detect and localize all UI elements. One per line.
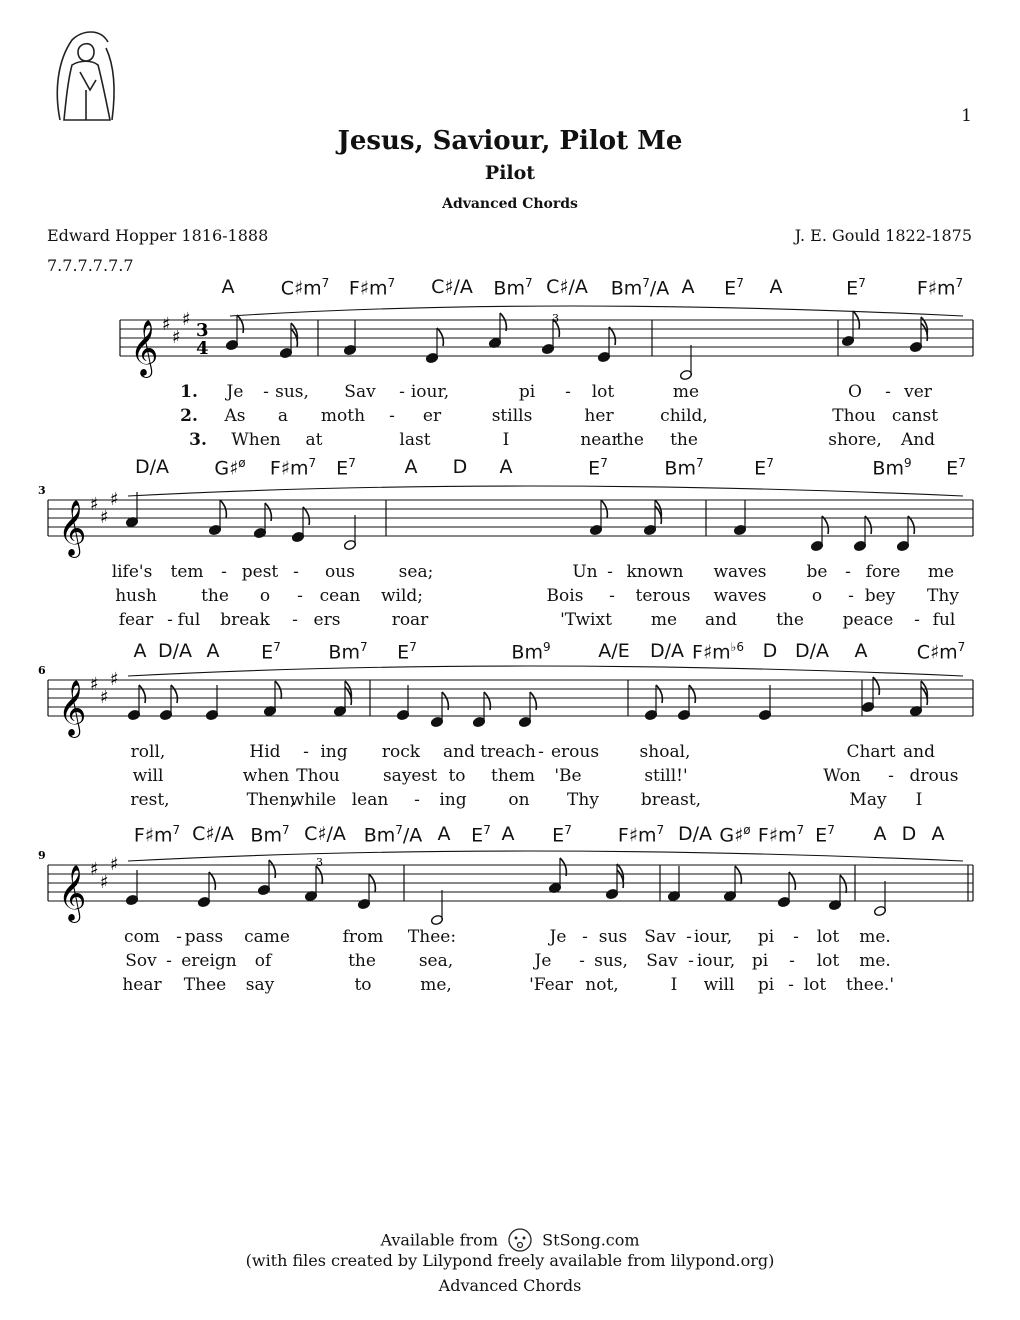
chord-symbol: $E^7$ (336, 456, 356, 480)
lyric-syllable: hear (122, 975, 162, 995)
footer-edition: Advanced Chords (438, 1276, 582, 1295)
lyric-syllable: - (297, 586, 303, 606)
sharp-icon: ♯ (100, 872, 109, 893)
lyric-syllable: O (848, 382, 862, 402)
lyric-syllable: the (201, 586, 229, 606)
chord-symbol: D/A (134, 456, 170, 478)
chord-symbol: C♯/A (192, 823, 234, 845)
lyric-syllable: me. (859, 951, 891, 971)
lyric-syllable: - (176, 927, 182, 947)
lyric-syllable: lot (816, 927, 840, 947)
chord-symbol: $F♯m^{♭6}$ (692, 640, 744, 664)
lyric-syllable: and (903, 742, 935, 762)
lyric-syllable: the (776, 610, 804, 630)
lyric-syllable: pi (757, 927, 775, 947)
lyric-syllable: - (789, 951, 795, 971)
lyric-syllable: at (305, 430, 323, 450)
note (548, 858, 566, 894)
sharp-icon: ♯ (110, 489, 119, 510)
note (425, 328, 443, 364)
lyricist: Edward Hopper 1816-1888 (47, 226, 269, 245)
lyric-syllable: terous (635, 586, 691, 606)
lyric-syllable: - (292, 610, 298, 630)
note (127, 685, 145, 721)
lyric-syllable: fore (865, 562, 901, 582)
lyric-syllable: last (399, 430, 431, 450)
note (597, 327, 615, 363)
lyric-syllable: ing (320, 742, 348, 762)
chord-symbol: $E^7$ (946, 456, 966, 480)
lyric-syllable: not, (585, 975, 619, 995)
lyric-syllable: came (244, 927, 290, 947)
page-number: 1 (961, 106, 972, 126)
note (896, 516, 914, 552)
lyric-syllable: lot (816, 951, 840, 971)
chord-symbol: D/A (157, 640, 193, 662)
lyric-syllable: the (670, 430, 698, 450)
lyric-syllable: shore, (828, 430, 882, 450)
lyric-syllable: hush (115, 586, 157, 606)
note (291, 507, 309, 543)
chord-symbol: $F♯m^7$ (133, 823, 181, 847)
note (488, 313, 506, 349)
sharp-icon: ♯ (90, 674, 99, 695)
note (644, 685, 662, 721)
chord-symbol: A (206, 640, 220, 662)
lyric-syllable: Hid (249, 742, 281, 762)
note (279, 323, 297, 359)
lyric-syllable: Won (823, 766, 861, 786)
lyric-syllable: shoal, (639, 742, 691, 762)
lyric-syllable: And (900, 430, 936, 450)
lyric-syllable: near (580, 430, 620, 450)
note (253, 503, 271, 539)
lyric-syllable: Thee: (407, 927, 457, 947)
tuplet-label: 3 (552, 312, 559, 325)
lyric-syllable: Sav (646, 951, 678, 971)
lyric-syllable: - (263, 382, 269, 402)
lyric-syllable: from (342, 927, 384, 947)
sharp-icon: ♯ (110, 854, 119, 875)
note (430, 692, 448, 728)
arrangement-label: Advanced Chords (442, 196, 578, 212)
lyric-syllable: life's (111, 562, 153, 582)
lyric-syllable: roll, (130, 742, 166, 762)
lyric-syllable: - (688, 951, 694, 971)
lyric-syllable: known (626, 562, 684, 582)
chord-symbol: $E^7$ (397, 640, 417, 664)
lyric-syllable: iour, (693, 927, 733, 947)
lyric-syllable: Thy (927, 586, 959, 606)
note (605, 864, 623, 900)
lyric-syllable: Je (549, 927, 567, 947)
lyric-syllable: lot (591, 382, 615, 402)
chord-symbol: $F♯m^7$ (269, 456, 317, 480)
treble-clef-icon: 𝄞 (130, 320, 159, 376)
chord-symbol: Bm$^7$ (250, 823, 290, 847)
lyric-syllable: to (448, 766, 466, 786)
lyric-syllable: moth (320, 406, 366, 426)
lyric-syllable: - (845, 562, 851, 582)
staff-system (38, 664, 973, 738)
chord-symbol: A (769, 276, 783, 298)
lyric-syllable: - (607, 562, 613, 582)
lyric-syllable: - (293, 562, 299, 582)
phrase-slur (128, 851, 963, 861)
lyric-syllable: sea, (418, 951, 454, 971)
note (873, 881, 886, 917)
chord-symbol: A (873, 823, 887, 845)
lyric-syllable: - (686, 927, 692, 947)
lyric-syllable: ous (325, 562, 355, 582)
lyric-syllable: peace (842, 610, 894, 630)
lyric-syllable: Sav (644, 927, 676, 947)
lyric-syllable: pi (751, 951, 769, 971)
note (159, 685, 177, 721)
note (777, 872, 795, 908)
lyric-syllable: a (277, 406, 289, 426)
chord-symbol: D/A (677, 823, 713, 845)
lyric-syllable: - (166, 951, 172, 971)
note (909, 681, 927, 717)
lyric-syllable: waves (713, 586, 767, 606)
lyric-syllable: Bois (546, 586, 584, 606)
sharp-icon: ♯ (100, 687, 109, 708)
chord-symbol: A (437, 823, 451, 845)
lyric-syllable: me, (420, 975, 452, 995)
lyric-syllable: me. (859, 927, 891, 947)
note (667, 866, 680, 902)
chord-symbol: A (501, 823, 515, 845)
lyric-syllable: 'Twixt (560, 610, 612, 630)
sharp-icon: ♯ (90, 494, 99, 515)
chord-symbol: A (854, 640, 868, 662)
tune-name: Pilot (484, 162, 536, 184)
lyric-syllable: canst (891, 406, 939, 426)
lyric-syllable: When (231, 430, 281, 450)
lyric-syllable: Thou (832, 406, 876, 426)
lyric-syllable: sus, (275, 382, 309, 402)
note (396, 685, 409, 721)
lyric-syllable: rock (381, 742, 421, 762)
composer: J. E. Gould 1822-1875 (794, 226, 972, 245)
lyric-syllable: bey (864, 586, 896, 606)
staff-system (120, 306, 973, 381)
staff-system (38, 484, 973, 558)
lyric-syllable: - (399, 382, 405, 402)
lyric-syllable: Thou (296, 766, 340, 786)
lyric-syllable: roar (391, 610, 429, 630)
time-signature-bottom: 4 (196, 338, 209, 359)
measure-number: 6 (38, 664, 46, 677)
lyric-syllable: Je (226, 382, 244, 402)
chord-symbol: $F♯m^7$ (916, 276, 964, 300)
lyric-syllable: rest, (130, 790, 170, 810)
chord-symbol: $F♯m^7$ (348, 276, 396, 300)
sharp-icon: ♯ (172, 327, 181, 348)
lyric-syllable: er (422, 406, 442, 426)
lyric-syllable: As (224, 406, 246, 426)
lyric-syllable: fear (118, 610, 154, 630)
lyric-syllable: Thee (183, 975, 227, 995)
chord-symbol: $E^7$ (261, 640, 281, 664)
lyric-syllable: - (579, 951, 585, 971)
lyric-syllable: them (491, 766, 535, 786)
lyric-syllable: - (565, 382, 571, 402)
lyric-syllable: I (915, 790, 923, 810)
lyric-syllable: and (443, 742, 475, 762)
chord-symbol: Bm$^9$ (872, 456, 912, 480)
note (430, 890, 443, 926)
lyric-syllable: - (914, 610, 920, 630)
chord-symbol: $C♯m^7$ (280, 276, 330, 300)
lyric-syllable: breast, (640, 790, 702, 810)
note (679, 345, 692, 381)
note (810, 516, 828, 552)
chord-symbol: A (221, 276, 235, 298)
lyric-syllable: me (927, 562, 955, 582)
lyric-syllable: when (242, 766, 290, 786)
lyric-syllable: 'Be (554, 766, 582, 786)
lyric-syllable: - (414, 790, 420, 810)
chord-symbol: $C♯m^7$ (916, 640, 966, 664)
note (518, 692, 536, 728)
note (197, 872, 215, 908)
chord-symbol: $E^7$ (754, 456, 774, 480)
lyric-syllable: break (220, 610, 270, 630)
chord-symbol: A (133, 640, 147, 662)
lyric-syllable: sayest (382, 766, 438, 786)
available-from-text: Available from (380, 1230, 498, 1250)
sharp-icon: ♯ (100, 507, 109, 528)
lyric-syllable: pi (518, 382, 536, 402)
lyric-syllable: stills (491, 406, 533, 426)
lyric-syllable: of (254, 951, 272, 971)
lyric-syllable: ing (439, 790, 467, 810)
lyric-syllable: - (303, 742, 309, 762)
note (723, 866, 741, 902)
chord-symbol: Bm$^7$ (664, 456, 704, 480)
lyric-syllable: Thy (567, 790, 599, 810)
chord-symbol: $E^7$ (724, 276, 744, 300)
lyric-syllable: drous (909, 766, 959, 786)
lyric-syllable: will (703, 975, 735, 995)
lyric-syllable: o (811, 586, 823, 606)
phrase-slur (128, 666, 963, 676)
lyric-syllable: Then, (246, 790, 296, 810)
lyric-syllable: sea; (398, 562, 434, 582)
lyric-syllable: be (806, 562, 828, 582)
lyric-syllable: - (888, 766, 894, 786)
chord-symbol: A/E (598, 640, 630, 662)
note (853, 516, 871, 552)
chord-symbol: C♯/A (431, 276, 473, 298)
chord-symbol: $E^7$ (552, 823, 572, 847)
tuplet-label: 3 (316, 856, 323, 869)
lyric-syllable: ers (313, 610, 341, 630)
measure-number: 9 (38, 849, 46, 862)
treble-clef-icon: 𝄞 (58, 500, 87, 556)
lyric-syllable: say (245, 975, 275, 995)
lyric-syllable: - (848, 586, 854, 606)
lyric-syllable: treach (480, 742, 536, 762)
lyric-syllable: thee.' (846, 975, 894, 995)
note (472, 692, 490, 728)
note (333, 681, 351, 717)
lyric-syllable: on (508, 790, 530, 810)
chord-symbol: $E^7$ (815, 823, 835, 847)
chord-symbol: D/A (649, 640, 685, 662)
lyric-syllable: - (885, 382, 891, 402)
lyric-syllable: ereign (181, 951, 237, 971)
lyric-syllable: sus, (594, 951, 628, 971)
lyric-syllable: and (705, 610, 737, 630)
lyric-syllable: - (389, 406, 395, 426)
chord-symbol: C♯/A (546, 276, 588, 298)
sharp-icon: ♯ (162, 314, 171, 335)
lyric-syllable: ful (177, 610, 201, 630)
lyric-syllable: still!' (644, 766, 688, 786)
chord-symbol: Bm$^7$/A (610, 276, 670, 300)
lyric-syllable: the (348, 951, 376, 971)
meter: 7.7.7.7.7.7 (47, 256, 134, 275)
lyric-syllable: 3. (189, 430, 207, 450)
chord-symbol: $E^7$ (588, 456, 608, 480)
lyric-syllable: - (167, 610, 173, 630)
note (263, 681, 281, 717)
lyric-syllable: cean (319, 586, 361, 606)
sharp-icon: ♯ (90, 859, 99, 880)
lyric-syllable: sus (598, 927, 628, 947)
chord-symbol: A (681, 276, 695, 298)
chord-symbol: D (762, 640, 778, 662)
chord-symbol: D (901, 823, 917, 845)
chord-symbol: D/A (794, 640, 830, 662)
lyric-syllable: pi (757, 975, 775, 995)
lyric-syllable: o (259, 586, 271, 606)
lyric-syllable: Un (572, 562, 598, 582)
lyric-syllable: lot (803, 975, 827, 995)
note (125, 492, 138, 528)
lyric-syllable: ver (904, 382, 932, 402)
note (343, 515, 356, 551)
phrase-slur (128, 486, 963, 496)
note (205, 685, 218, 721)
chord-symbol: $F♯m^7$ (617, 823, 665, 847)
chord-symbol: Bm$^7$/A (363, 823, 423, 847)
lyric-syllable: pass (184, 927, 224, 947)
note (758, 685, 771, 721)
lyric-syllable: Sov (125, 951, 157, 971)
lyric-syllable: iour, (696, 951, 736, 971)
lyric-syllable: tem (170, 562, 204, 582)
lyric-syllable: ful (932, 610, 956, 630)
time-signature-top: 3 (196, 320, 209, 341)
lyric-syllable: lean (351, 790, 389, 810)
chord-symbol: $E^7$ (846, 276, 866, 300)
lyric-syllable: Je (534, 951, 552, 971)
lyric-syllable: the (616, 430, 644, 450)
lyric-syllable: - (582, 927, 588, 947)
lyric-syllable: 1. (180, 382, 198, 402)
chord-symbol: $F♯m^7$ (757, 823, 805, 847)
note (677, 685, 695, 721)
lyric-syllable: will (132, 766, 164, 786)
chord-symbol: Bm$^7$ (328, 640, 368, 664)
chord-symbol: Bm$^9$ (511, 640, 551, 664)
lyric-syllable: erous (550, 742, 600, 762)
chord-symbol: D (452, 456, 468, 478)
sharp-icon: ♯ (110, 669, 119, 690)
lyric-syllable: 2. (180, 406, 198, 426)
lyric-syllable: - (221, 562, 227, 582)
chord-symbol: A (499, 456, 513, 478)
lyric-syllable: - (538, 742, 544, 762)
lyric-syllable: - (609, 586, 615, 606)
staff-system (38, 849, 973, 926)
chord-symbol: G♯$^ø$ (214, 456, 246, 480)
lyric-syllable: me (672, 382, 700, 402)
chord-symbol: A (931, 823, 945, 845)
lyric-syllable: her (584, 406, 614, 426)
footer-note: (with files created by Lilypond freely available from lilypond.org) (245, 1251, 775, 1270)
lyric-syllable: waves (713, 562, 767, 582)
lyric-syllable: iour, (410, 382, 450, 402)
chord-symbol: A (404, 456, 418, 478)
chord-symbol: Bm$^7$ (493, 276, 533, 300)
lyric-syllable: 'Fear (529, 975, 573, 995)
chord-symbol: $E^7$ (471, 823, 491, 847)
lyric-syllable: com (124, 927, 160, 947)
lyric-syllable: - (788, 975, 794, 995)
lyric-syllable: to (354, 975, 372, 995)
song-title: Jesus, Saviour, Pilot Me (337, 126, 683, 156)
lyric-syllable: me (650, 610, 678, 630)
lyric-syllable: pest (241, 562, 279, 582)
lyric-syllable: child, (660, 406, 708, 426)
treble-clef-icon: 𝄞 (58, 680, 87, 736)
chord-symbol: C♯/A (304, 823, 346, 845)
lyric-syllable: I (670, 975, 678, 995)
note (304, 866, 322, 902)
lyric-syllable: May (849, 790, 887, 810)
note (125, 870, 138, 906)
lyric-syllable: - (793, 927, 799, 947)
site-link[interactable]: StSong.com (542, 1230, 640, 1250)
lyric-syllable: I (502, 430, 510, 450)
chord-symbol: G♯$^ø$ (719, 823, 751, 847)
treble-clef-icon: 𝄞 (58, 865, 87, 921)
sharp-icon: ♯ (182, 309, 191, 330)
note (828, 875, 846, 911)
measure-number: 3 (38, 484, 46, 497)
lyric-syllable: while (289, 790, 337, 810)
lyric-syllable: wild; (380, 586, 424, 606)
lyric-syllable: Sav (344, 382, 376, 402)
lyric-syllable: Chart (846, 742, 896, 762)
